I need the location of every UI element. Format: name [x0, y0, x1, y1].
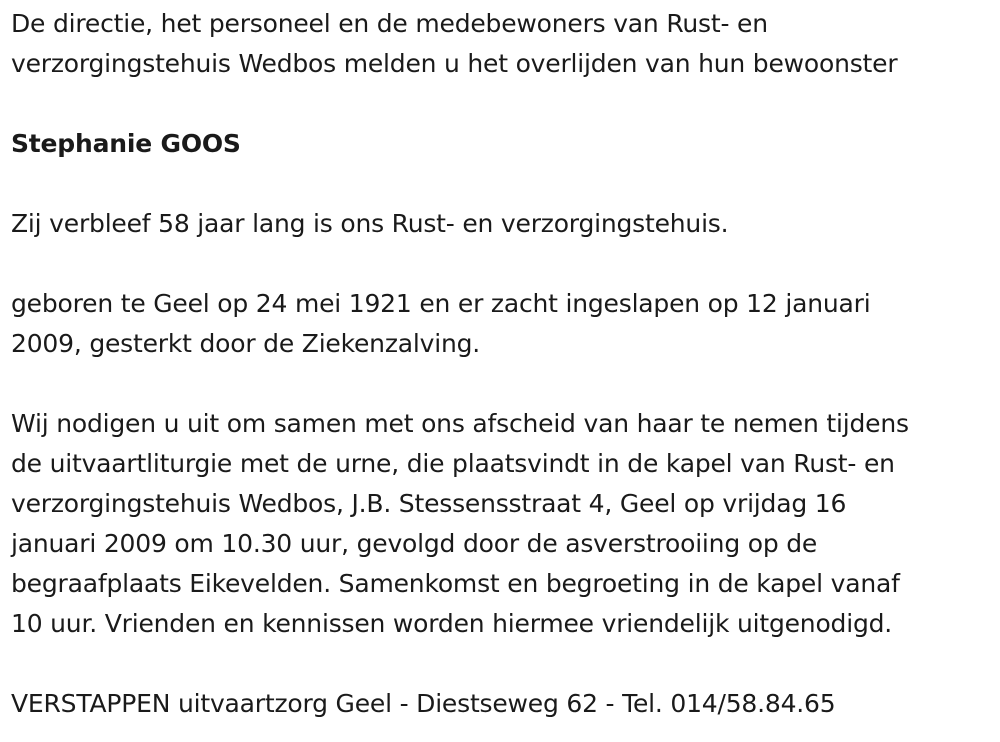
intro-paragraph: [11, 4, 996, 84]
life-line: 2009, gesterkt door de Ziekenzalving.: [11, 329, 481, 358]
deceased-name: Stephanie GOOS: [11, 129, 241, 158]
intro-line: verzorgingstehuis Wedbos melden u het overlijden van hun bewoonster: [11, 49, 898, 78]
life-line: geboren te Geel op 24 mei 1921 en er zacht ingeslapen op 12 januari: [11, 289, 871, 318]
death-notice: [11, 4, 996, 724]
invitation-line: Wij nodigen u uit om samen met ons afscheid van haar te nemen tijdens: [11, 409, 909, 438]
funeral-home-paragraph: [11, 684, 996, 724]
intro-line: De directie, het personeel en de medebewoners van Rust- en: [11, 9, 768, 38]
invitation-line: begraafplaats Eikevelden. Samenkomst en begroeting in de kapel vanaf: [11, 569, 900, 598]
deceased-name-paragraph: [11, 124, 996, 164]
invitation-paragraph: [11, 404, 996, 644]
life-paragraph: [11, 284, 996, 364]
invitation-line: verzorgingstehuis Wedbos, J.B. Stessensstraat 4, Geel op vrijdag 16: [11, 489, 847, 518]
funeral-home-line: VERSTAPPEN uitvaartzorg Geel - Diestseweg 62 - Tel. 014/58.84.65: [11, 689, 836, 718]
invitation-line: de uitvaartliturgie met de urne, die plaatsvindt in de kapel van Rust- en: [11, 449, 895, 478]
stay-line: Zij verbleef 58 jaar lang is ons Rust- en verzorgingstehuis.: [11, 209, 729, 238]
invitation-line: 10 uur. Vrienden en kennissen worden hiermee vriendelijk uitgenodigd.: [11, 609, 893, 638]
stay-paragraph: [11, 204, 996, 244]
invitation-line: januari 2009 om 10.30 uur, gevolgd door de asverstrooiing op de: [11, 529, 818, 558]
